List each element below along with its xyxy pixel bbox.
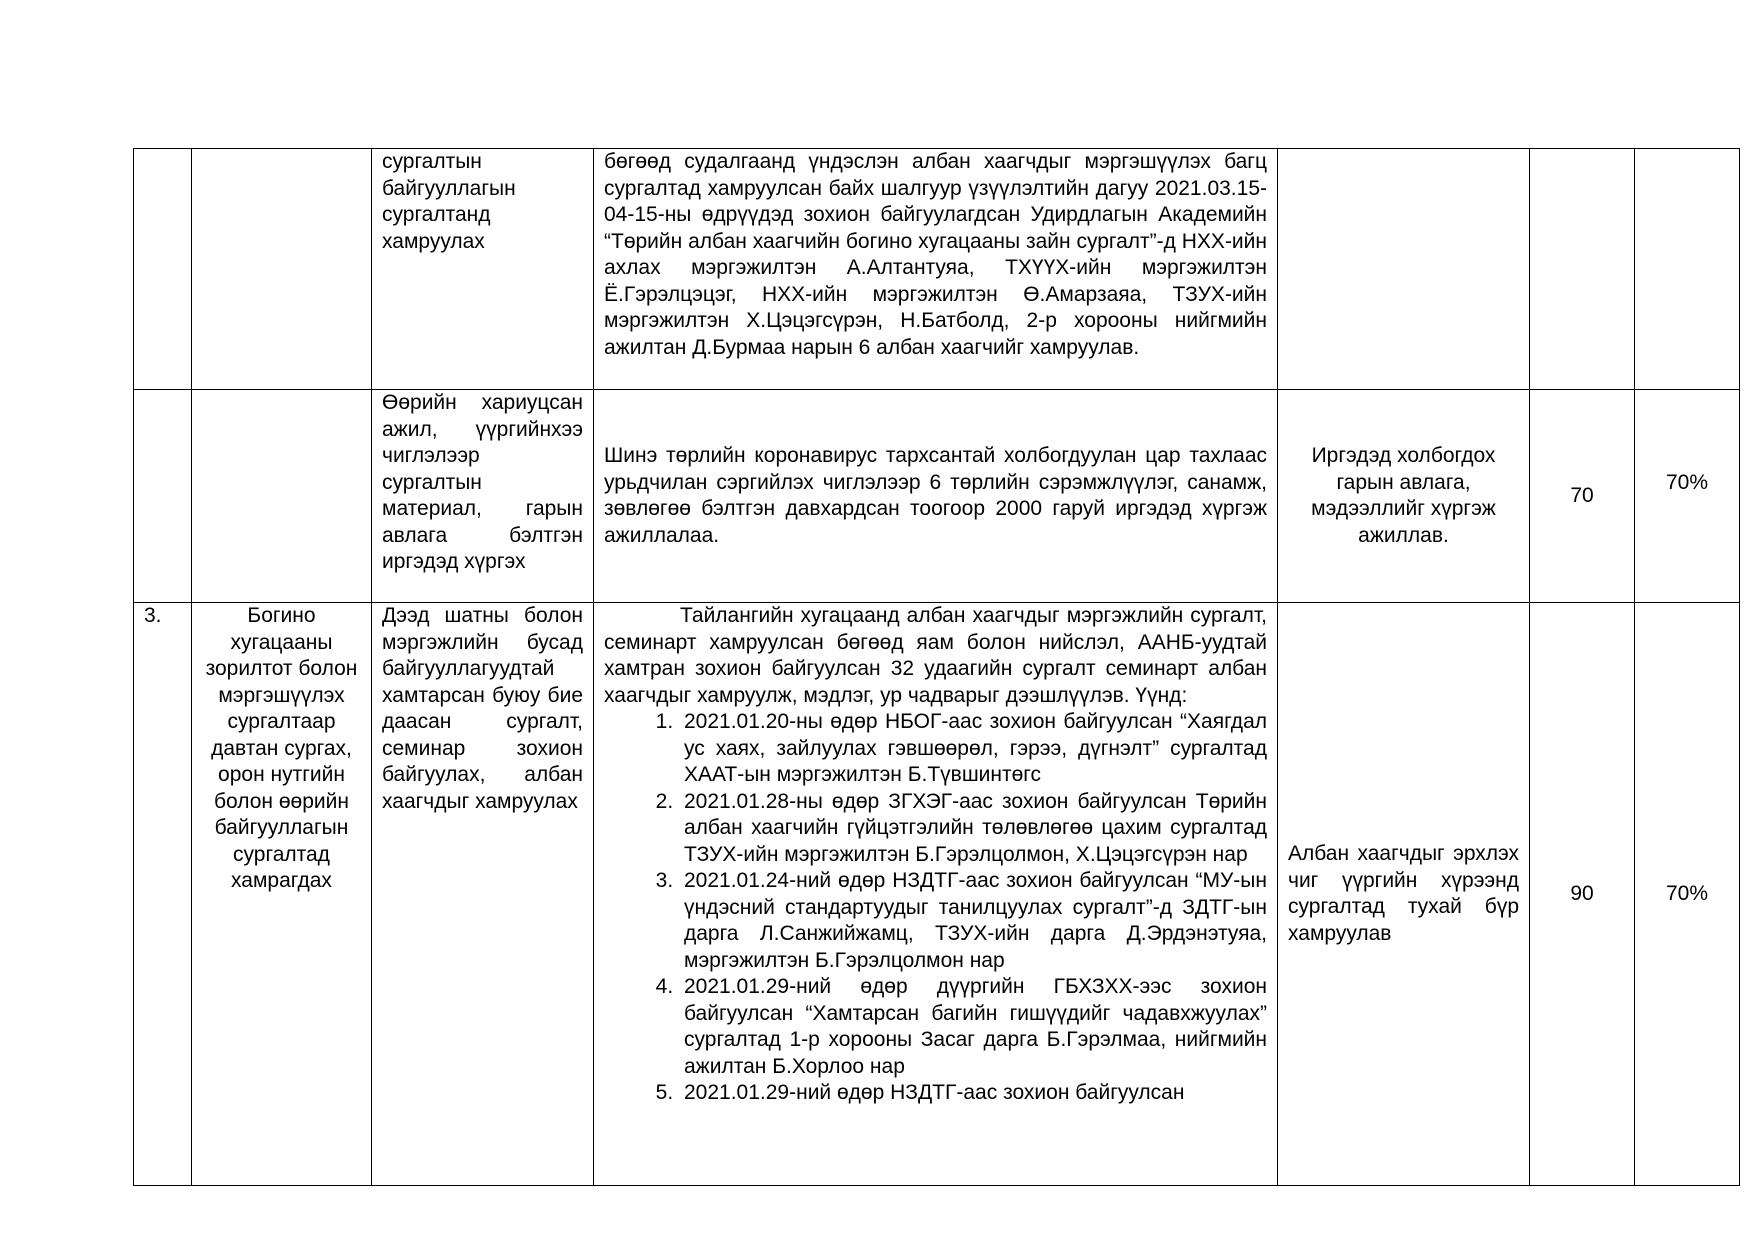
- cell-number: [134, 149, 192, 390]
- cell-activity: сургалтын байгууллагын сургалтанд хамруулах: [372, 149, 594, 390]
- list-item: 2. 2021.01.28-ны өдөр ЗГХЭГ-аас зохион байгуулсан Төрийн албан хаагчийн гүйцэтгэлийн төлөвлөгөө цахим сургалтад ТЗУХ-ийн мэргэжилтэн Б.Гэрэлцолмон, Х.Цэцэгсүрэн нар: [679, 789, 1267, 869]
- list-item: 1. 2021.01.20-ны өдөр НБОГ-аас зохион байгуулсан “Хаягдал ус хаях, зайлуулах гэвшөөрөл, гэрээ, дүгнэлт” сургалтад ХААТ-ын мэргэжилтэн Б.Түвшинтөгс: [679, 709, 1267, 789]
- cell-result: [1278, 149, 1530, 390]
- cell-result: Албан хаагчдыг эрхлэх чиг үүргийн хүрээнд сургалтад тухай бүр хамруулав: [1278, 603, 1530, 1186]
- cell-progress: [594, 603, 1278, 1186]
- training-list: [604, 709, 1267, 1107]
- cell-score: 70: [1530, 390, 1635, 603]
- cell-progress: Шинэ төрлийн коронавирус тархсантай холбогдуулан цар тахлаас урьдчилан сэргийлэх чиглэлээр 6 төрлийн сэрэмжлүүлэг, санамж, зөвлөгөө бэлтгэн давхардсан тоогоор 2000 гаруй иргэдэд хүргэж ажиллалаа.: [594, 390, 1278, 603]
- cell-goal: [192, 390, 372, 603]
- cell-activity: Өөрийн хариуцсан ажил, үүргийнхээ чиглэлээр сургалтын материал, гарын авлага бэлтгэн иргэдэд хүргэх: [372, 390, 594, 603]
- cell-number: [134, 390, 192, 603]
- cell-goal: Богино хугацааны зорилтот болон мэргэшүүлэх сургалтаар давтан сургах, орон нутгийн болон өөрийн байгууллагын сургалтад хамрагдах: [192, 603, 372, 1186]
- cell-result: Иргэдэд холбогдох гарын авлага, мэдээллийг хүргэж ажиллав.: [1278, 390, 1530, 603]
- cell-progress: бөгөөд судалгаанд үндэслэн албан хаагчдыг мэргэшүүлэх багц сургалтад хамруулсан байх шалгуур үзүүлэлтийн дагуу 2021.03.15-04-15-ны өдрүүдэд зохион байгуулагдсан Удирдлагын Академийн “Төрийн албан хаагчийн богино хугацааны зайн сургалт”-д НХХ-ийн ахлах мэргэжилтэн А.Алтантуяа, ТХҮҮХ-ийн мэргэжилтэн Ё.Гэрэлцэцэг, НХХ-ийн мэргэжилтэн Ө.Амарзаяа, ТЗУХ-ийн мэргэжилтэн Х.Цэцэгсүрэн, Н.Батболд, 2-р хорооны нийгмийн ажилтан Д.Бурмаа нарын 6 албан хаагчийг хамруулав.: [594, 149, 1278, 390]
- list-item: 4. 2021.01.29-ний өдөр дүүргийн ГБХЗХХ-ээс зохион байгуулсан “Хамтарсан багийн гишүүдийг чадавхжуулах” сургалтад 1-р хорооны Засаг дарга Б.Гэрэлмаа, нийгмийн ажилтан Б.Хорлоо нар: [679, 974, 1267, 1080]
- cell-score: [1530, 149, 1635, 390]
- list-item: 5. 2021.01.29-ний өдөр НЗДТГ-аас зохион байгуулсан: [679, 1080, 1267, 1107]
- cell-score: 90: [1530, 603, 1635, 1186]
- table-row: [134, 603, 1740, 1186]
- report-table: [133, 148, 1740, 1186]
- table-row: [134, 390, 1740, 603]
- cell-percent: 70%: [1635, 603, 1740, 1186]
- cell-goal: [192, 149, 372, 390]
- cell-percent: [1635, 149, 1740, 390]
- cell-percent: 70%: [1635, 390, 1740, 603]
- list-item: 3. 2021.01.24-ний өдөр НЗДТГ-аас зохион байгуулсан “МУ-ын үндэсний стандартуудыг танилцуулах сургалт”-д ЗДТГ-ын дарга Л.Санжийжамц, ТЗУХ-ийн дарга Д.Эрдэнэтуяа, мэргэжилтэн Б.Гэрэлцолмон нар: [679, 868, 1267, 974]
- cell-activity: Дээд шатны болон мэргэжлийн бусад байгууллагуудтай хамтарсан буюу бие даасан сургалт, семинар зохион байгуулах, албан хаагчдыг хамруулах: [372, 603, 594, 1186]
- table-row: [134, 149, 1740, 390]
- cell-number: 3.: [134, 603, 192, 1186]
- progress-intro: Тайлангийн хугацаанд албан хаагчдыг мэргэжлийн сургалт, семинарт хамруулсан бөгөөд яам болон нийслэл, ААНБ-уудтай хамтран зохион байгуулсан 32 удаагийн сургалт семинарт албан хаагчдыг хамруулж, мэдлэг, ур чадварыг дээшлүүлэв. Үүнд:: [604, 604, 1267, 707]
